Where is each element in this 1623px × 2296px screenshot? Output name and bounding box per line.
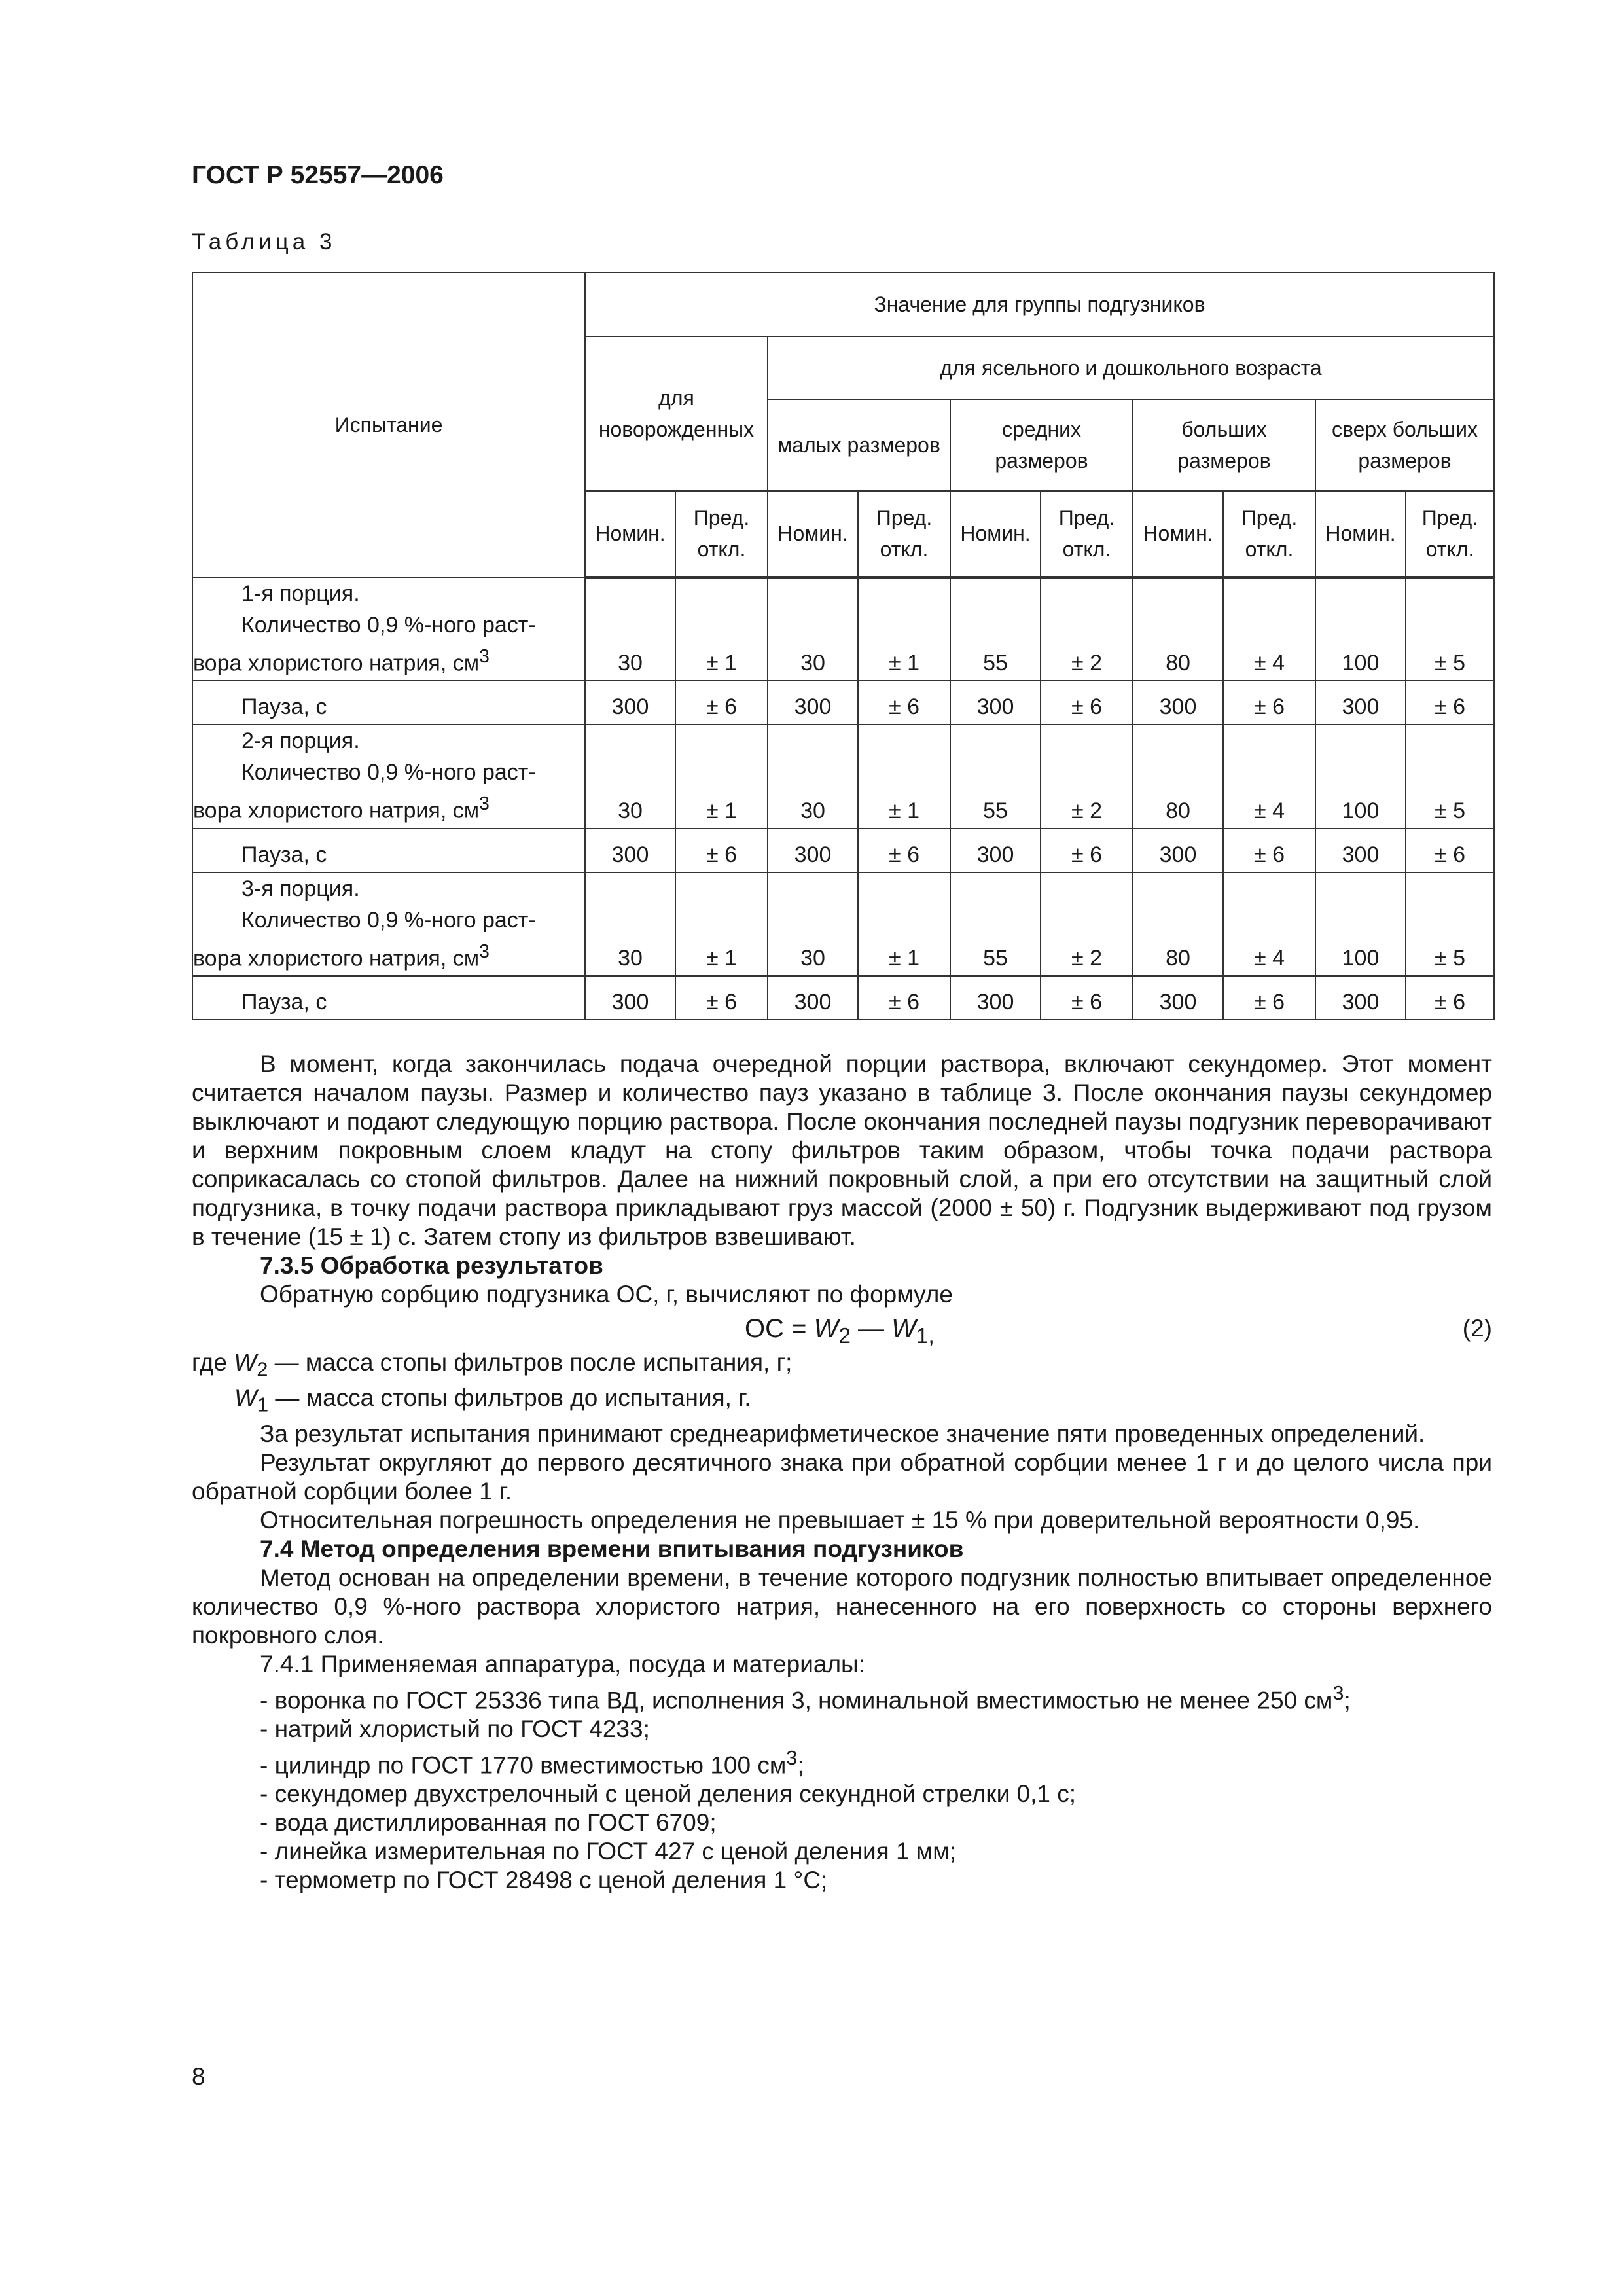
document-header: ГОСТ Р 52557—2006 [192,161,444,189]
pause-label: Пауза, с [192,681,585,725]
list-item: - линейка измерительная по ГОСТ 427 с ценой деления 1 мм; [260,1838,957,1865]
list-item: - цилиндр по ГОСТ 1770 вместимостью 100 $см^3$; [260,1746,804,1779]
where-line-2: $W_1$ — масса стопы фильтров до испытания, г. [234,1384,751,1416]
list-item: - секундомер двухстрелочный с ценой деления секундной стрелки 0,1 с; [260,1780,1077,1808]
header-nursery: для ясельного и дошкольного возраста [768,336,1494,399]
header-nom: Номин. [1315,491,1406,577]
table-row-portion-2: 2-я порция. Количество 0,9 %-ного раст- вора хлористого натрия, $см^3$ 30 ± 1 30 ± 1 55 ± 2 80 ± 4 100 ± 5 [192,725,1494,828]
page-number: 8 [192,2063,205,2090]
header-nom: Номин. [585,491,675,577]
list-item: - воронка по ГОСТ 25336 типа ВД, исполнения 3, номинальной вместимостью не менее 250 $см^3$; [260,1681,1351,1714]
header-dev: Пред. откл. [675,491,768,577]
formula-2 [192,1309,1492,1348]
portion-label: 3-я порция. Количество 0,9 %-ного раст- вора хлористого натрия, $см^3$ [192,872,585,976]
list-item: - вода дистиллированная по ГОСТ 6709; [260,1809,717,1837]
header-dev: Пред. откл. [1223,491,1315,577]
body-text [192,1050,1492,1895]
table-row-portion-1: 1-я порция. Количество 0,9 %-ного раст- вора хлористого натрия, $см^3$ 30 ± 1 30 ± 1 55 ± 2 80 ± 4 100 ± 5 [192,577,1494,681]
list-item: - натрий хлористый по ГОСТ 4233; [260,1715,650,1743]
table-row-pause-1: Пауза, с 300 ± 6 300 ± 6 300 ± 6 300 ± 6 300 ± 6 [192,681,1494,725]
paragraph: Результат округляют до первого десятичного знака при обратной сорбции менее 1 г и до целого числа при обратной сорбции более 1 г. [192,1448,1492,1505]
pause-label: Пауза, с [192,829,585,872]
table-row-pause-2: Пауза, с 300 ± 6 300 ± 6 300 ± 6 300 ± 6 300 ± 6 [192,829,1494,872]
section-heading-7-4: 7.4 Метод определения времени впитывания подгузников [260,1535,964,1562]
where-line-1: где $W_2$ — масса стопы фильтров после испытания, г; [192,1349,793,1381]
paragraph: Обратную сорбцию подгузника ОС, г, вычисляют по формуле [260,1281,953,1308]
portion-label: 1-я порция. Количество 0,9 %-ного раст- вора хлористого натрия, $см^3$ [192,577,585,681]
table-3 [192,272,1495,1020]
portion-label: 2-я порция. Количество 0,9 %-ного раст- вора хлористого натрия, $см^3$ [192,725,585,828]
header-nom: Номин. [950,491,1041,577]
paragraph: В момент, когда закончилась подача очередной порции раствора, включают секундомер. Этот момент считается началом паузы. Размер и количество пауз указано в таблице 3. После окончания паузы секундомер выключают и подают следующую порцию раствора. После окончания последней паузы подгузник переворачивают и верхним покровным слоем кладут на стопу фильтров таким образом, чтобы точка подачи раствора соприкасалась со стопой фильтров. Далее на нижний покровный слой, а при его отсутствии на защитный слой подгузника, в точку подачи раствора прикладывают груз массой (2000 ± 50) г. Подгузник выдерживают под грузом в течение (15 ± 1) с. Затем стопу из фильтров взвешивают. [192,1050,1492,1250]
header-dev: Пред. откл. [1406,491,1494,577]
table-row-pause-3: Пауза, с 300 ± 6 300 ± 6 300 ± 6 300 ± 6 300 ± 6 [192,976,1494,1020]
header-size-small: малых размеров [768,399,950,491]
header-nom: Номин. [1133,491,1223,577]
header-size-xlarge: сверх больших размеров [1315,399,1494,491]
header-size-large: больших размеров [1133,399,1315,491]
paragraph: Относительная погрешность определения не превышает ± 15 % при доверительной вероятности 0,95. [260,1506,1420,1534]
header-test: Испытание [192,272,585,577]
header-size-medium: средних размеров [950,399,1133,491]
table-row-portion-3: 3-я порция. Количество 0,9 %-ного раст- вора хлористого натрия, $см^3$ 30 ± 1 30 ± 1 55 ± 2 80 ± 4 100 ± 5 [192,872,1494,976]
pause-label: Пауза, с [192,976,585,1020]
header-nom: Номин. [768,491,858,577]
header-group: Значение для группы подгузников [585,272,1494,336]
formula-expression: ОС = $W_2$ — $W_{1,}$ [745,1314,935,1348]
list-item: - термометр по ГОСТ 28498 с ценой деления 1 °С; [260,1867,828,1894]
paragraph: За результат испытания принимают среднеарифметическое значение пяти проведенных определений. [260,1420,1425,1447]
paragraph: Метод основан на определении времени, в течение которого подгузник полностью впитывает определенное количество 0,9 %-ного раствора хлористого натрия, нанесенного на его поверхность со стороны верхнего покровного слоя. [192,1564,1492,1649]
table-caption: Таблица 3 [192,229,336,255]
header-dev: Пред. откл. [858,491,950,577]
formula-number: (2) [1462,1315,1492,1342]
subsection-7-4-1: 7.4.1 Применяемая аппаратура, посуда и материалы: [260,1650,865,1677]
section-heading-7-3-5: 7.3.5 Обработка результатов [260,1252,603,1279]
header-newborn: для новорожденных [585,336,768,491]
header-dev: Пред. откл. [1041,491,1133,577]
